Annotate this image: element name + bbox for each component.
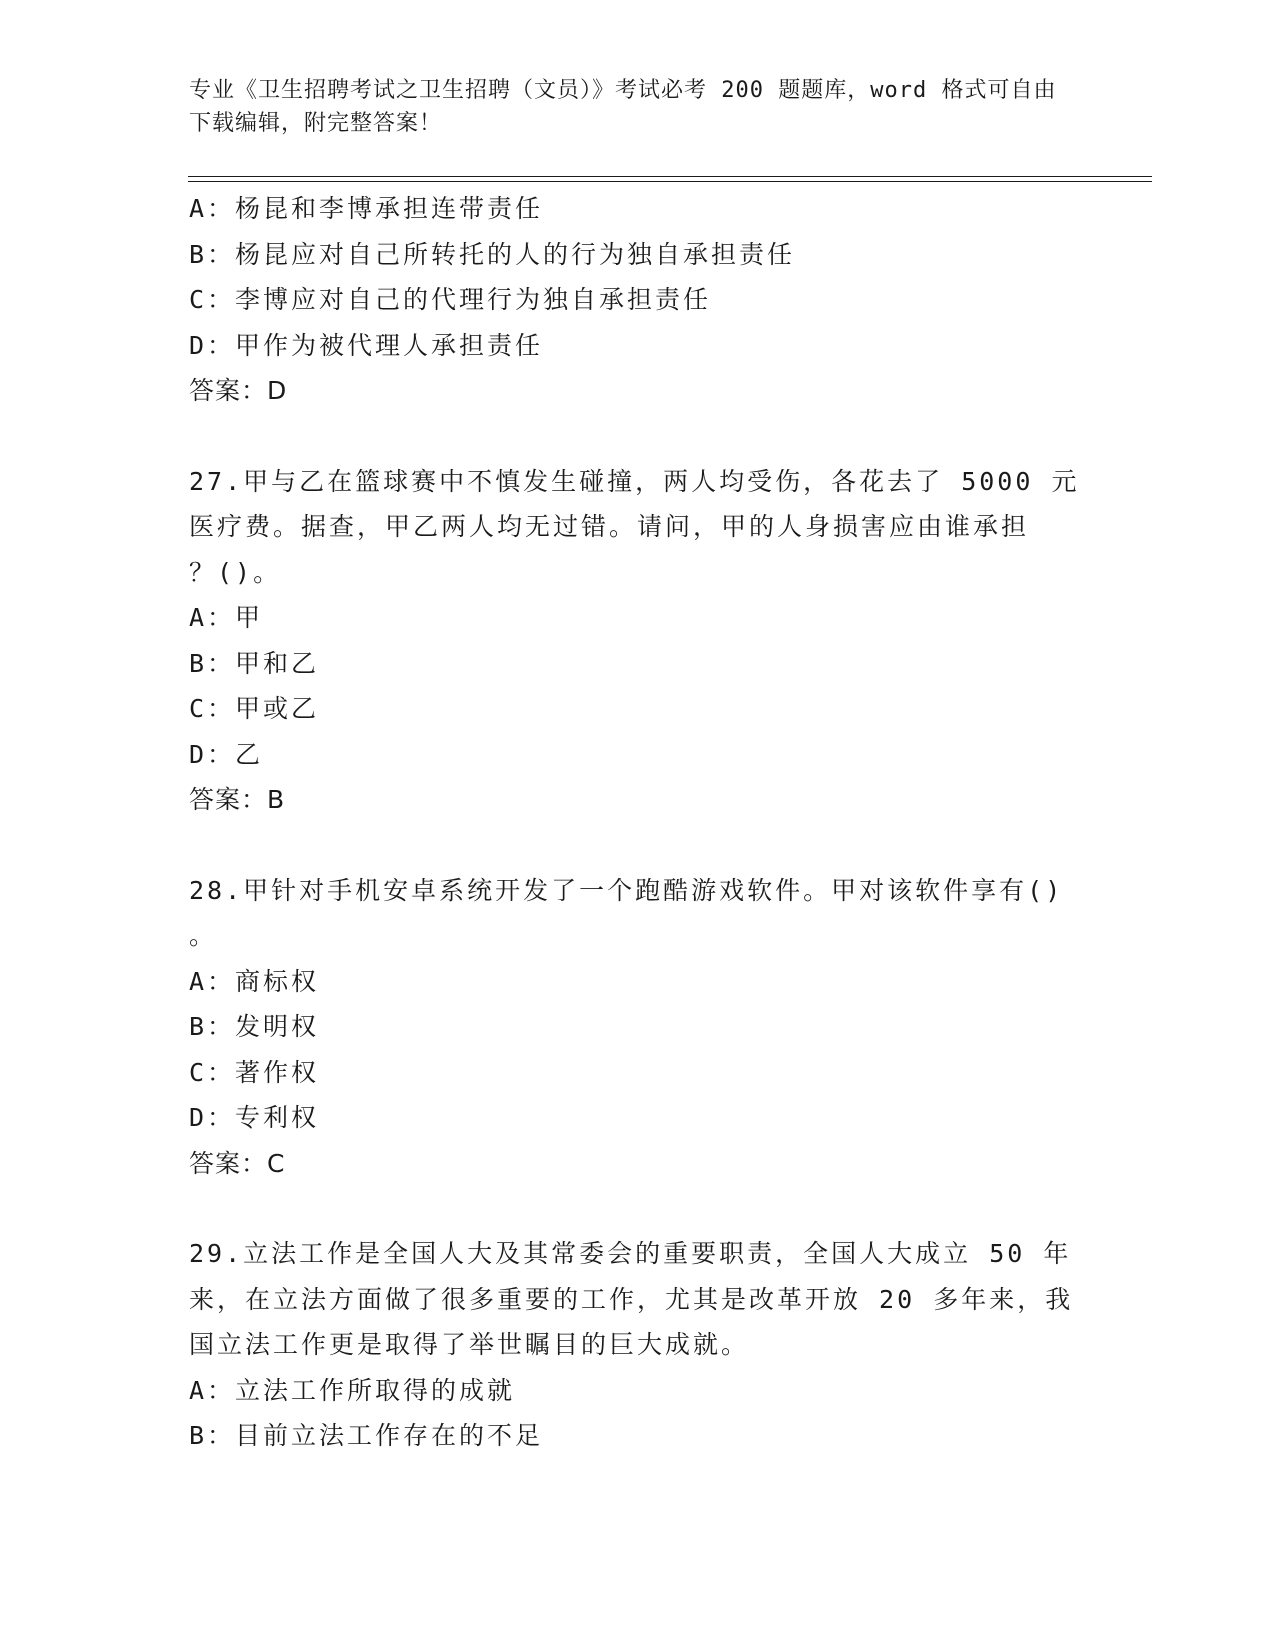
question-28: [189, 868, 1069, 1187]
option-d: D：甲作为被代理人承担责任: [189, 330, 544, 360]
option-a: A：商标权: [189, 966, 320, 996]
question-content: [189, 186, 1080, 1459]
option-b: B：杨昆应对自己所转托的人的行为独自承担责任: [189, 239, 796, 269]
option-a: A：立法工作所取得的成就: [189, 1375, 516, 1405]
question-27-text-line: 医疗费。据查，甲乙两人均无过错。请问，甲的人身损害应由谁承担: [189, 512, 1030, 541]
question-29-text-line: 来，在立法方面做了很多重要的工作，尤其是改革开放 20 多年来，我: [189, 1284, 1074, 1314]
option-d: D：乙: [189, 739, 264, 769]
option-a: A：甲: [189, 603, 264, 632]
question-27-text-line: ？()。: [189, 557, 282, 587]
question-28-text-line: 28.甲针对手机安卓系统开发了一个跑酷游戏软件。甲对该软件享有(): [189, 875, 1064, 905]
spacer: [189, 1186, 1069, 1231]
option-d: D：专利权: [189, 1103, 320, 1132]
option-b: B：发明权: [189, 1012, 320, 1041]
answer-28: 答案：C: [189, 1148, 286, 1178]
header-rule-top: [188, 176, 1152, 177]
header-rule-bottom: [188, 181, 1152, 182]
spacer: [189, 414, 1069, 459]
question-27-text-line: 27.甲与乙在篮球赛中不慎发生碰撞，两人均受伤，各花去了 5000 元: [189, 466, 1080, 496]
question-26-options: [189, 186, 1069, 368]
question-27: [189, 459, 1080, 823]
option-b: B：目前立法工作存在的不足: [189, 1421, 544, 1450]
option-b: B：甲和乙: [189, 648, 320, 678]
question-29-text-line: 29.立法工作是全国人大及其常委会的重要职责，全国人大成立 50 年: [189, 1239, 1072, 1268]
option-c: C：甲或乙: [189, 694, 320, 723]
question-29-text-line: 国立法工作更是取得了举世瞩目的巨大成就。: [189, 1330, 750, 1359]
option-c: C：著作权: [189, 1057, 320, 1087]
option-a: A：杨昆和李博承担连带责任: [189, 194, 544, 223]
page-header: 专业《卫生招聘考试之卫生招聘（文员）》考试必考 200 题题库，word 格式可自由下载编辑，附完整答案！: [189, 78, 1057, 136]
spacer: [189, 823, 1069, 868]
question-28-text-line: 。: [189, 921, 218, 950]
answer-26: 答案：D: [189, 376, 288, 405]
answer-27: 答案：B: [189, 785, 286, 814]
option-c: C：李博应对自己的代理行为独自承担责任: [189, 285, 712, 314]
question-29: [189, 1231, 1074, 1459]
